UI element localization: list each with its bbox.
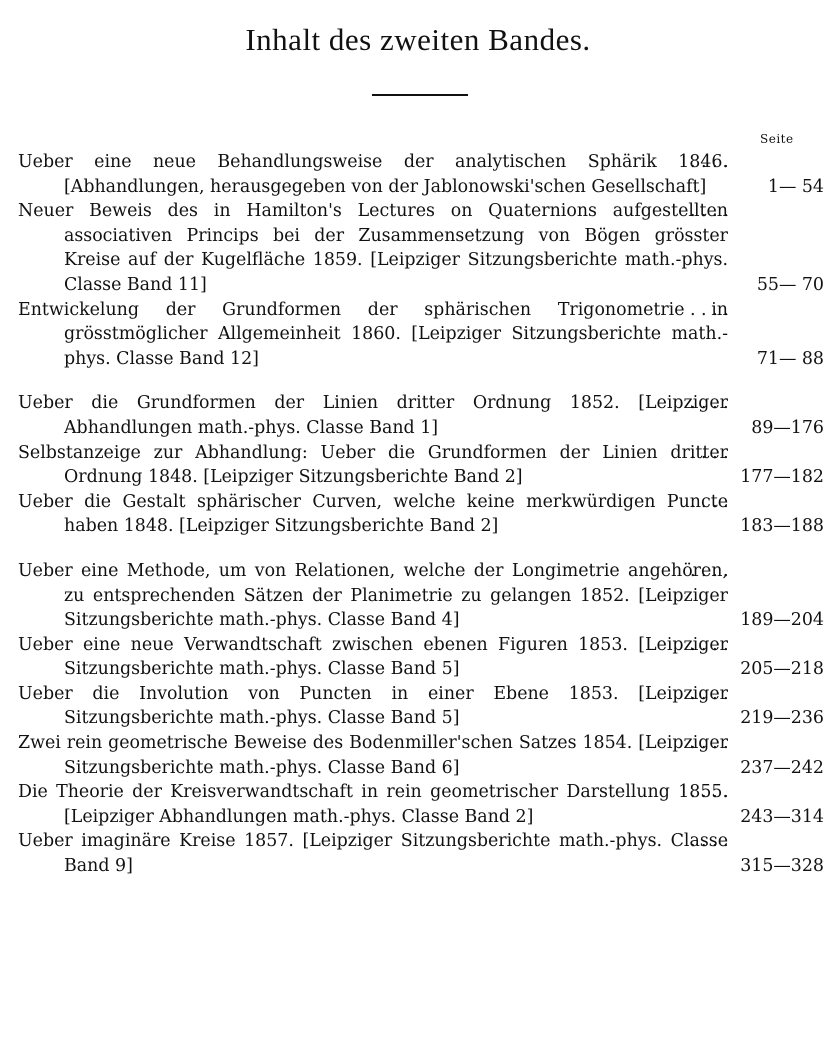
entry-title: Ueber imaginäre Kreise 1857. [Leipziger Sitzungsberichte math.-phys. Classe Band 9] [18, 831, 728, 877]
entry-pages: 315—328 [728, 854, 824, 879]
entry-pages: 55— 70 [728, 273, 824, 298]
toc-entry [18, 391, 824, 440]
entry-pages: 219—236 [728, 706, 824, 731]
toc-entry [18, 731, 824, 780]
entry-title: Die Theorie der Kreisverwandtschaft in rein geometrischer Darstellung 1855. [Leipziger Abhandlungen math.-phys. Classe Band 2] [18, 782, 728, 827]
toc-entry [18, 150, 824, 199]
entry-pages: 89—176 [728, 416, 824, 441]
entry-title: Neuer Beweis des in Hamilton's Lectures on Quaternions aufgestellten associativen Princips bei der Zusammensetzung von Bögen grösster Kreise auf der Kugelfläche 1859. [Leipziger Sitzungsberichte math.-phys. Classe Band 11] [18, 201, 728, 295]
entry-title: Ueber die Gestalt sphärischer Curven, welche keine merkwürdigen Puncte haben 1848. [Leipziger Sitzungsberichte Band 2] [18, 491, 728, 537]
entry-pages: 205—218 [728, 657, 824, 682]
toc-entry [18, 559, 824, 633]
seite-column-label: Seite [760, 132, 794, 146]
toc-group-2 [18, 391, 824, 539]
entry-pages: 177—182 [728, 465, 824, 490]
title-divider [372, 94, 468, 96]
toc-entry [18, 633, 824, 682]
entry-title: Entwickelung der Grundformen der sphärischen Trigonometrie in grösstmöglicher Allgemeinheit 1860. [Leipziger Sitzungsberichte math.-phys. Classe Band 12] [18, 299, 728, 369]
entry-pages: 71— 88 [728, 347, 824, 372]
toc-entry [18, 441, 824, 490]
toc-entry [18, 780, 824, 829]
entry-title: Ueber die Involution von Puncten in einer Ebene 1853. [Leipziger Sitzungsberichte math.-phys. Classe Band 5] [18, 683, 728, 729]
toc-group-1 [18, 150, 824, 371]
page-title: Inhalt des zweiten Bandes. [245, 22, 591, 57]
entry-pages: 183—188 [728, 514, 824, 539]
toc-entry [18, 490, 824, 539]
entry-title: Selbstanzeige zur Abhandlung: Ueber die Grundformen der Linien dritter Ordnung 1848. [Leipziger Sitzungsberichte Band 2] [18, 442, 728, 488]
toc-entry [18, 682, 824, 731]
entry-title: Ueber eine Methode, um von Relationen, welche der Longimetrie angehören, zu entsprechenden Sätzen der Planimetrie zu gelangen 1852. [Leipziger Sitzungsberichte math.-phys. Classe Band 4] [18, 560, 728, 631]
entry-title: Ueber eine neue Behandlungsweise der analytischen Sphärik 1846. [Abhandlungen, herausgegeben von der Jablonowski'schen Gesellschaft] [18, 152, 728, 197]
entry-pages: 189—204 [728, 608, 824, 633]
entry-pages: 1— 54 [728, 175, 824, 200]
toc-group-3 [18, 559, 824, 879]
toc-entry [18, 829, 824, 878]
entry-title: Ueber die Grundformen der Linien dritter Ordnung 1852. [Leipziger Abhandlungen math.-phys. Classe Band 1] [18, 393, 728, 438]
toc-entry [18, 199, 824, 297]
toc-entry [18, 298, 824, 372]
table-of-contents [18, 150, 824, 879]
entry-pages: 237—242 [728, 756, 824, 781]
entry-pages: 243—314 [728, 805, 824, 830]
entry-title: Zwei rein geometrische Beweise des Bodenmiller'schen Satzes 1854. [Leipziger Sitzungsberichte math.-phys. Classe Band 6] [18, 733, 728, 778]
entry-title: Ueber eine neue Verwandtschaft zwischen ebenen Figuren 1853. [Leipziger Sitzungsberichte math.-phys. Classe Band 5] [18, 634, 728, 680]
